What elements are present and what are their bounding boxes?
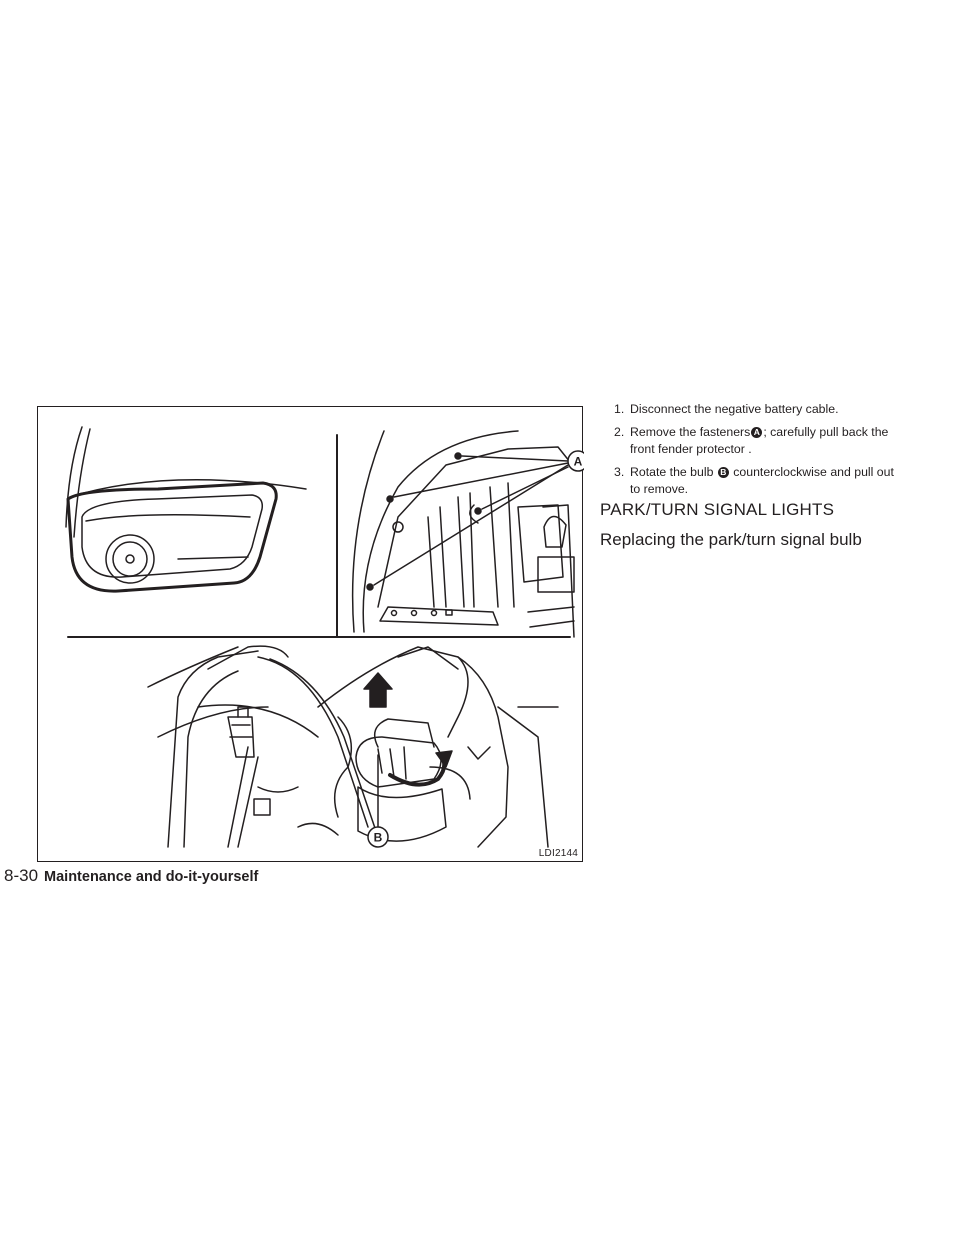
step-number: 2. <box>614 425 625 439</box>
step-text-continued: ; carefully pull back the front fender protector . <box>630 425 889 456</box>
fog-lamp-illustration <box>66 427 306 591</box>
fender-protector-illustration <box>353 431 584 637</box>
subsection-heading: Replacing the park/turn signal bulb <box>600 530 862 549</box>
step-text: Remove the fasteners <box>630 425 751 439</box>
chapter-title: Maintenance and do-it-yourself <box>44 869 259 885</box>
bulb-removal-illustration <box>148 646 558 847</box>
instruction-list <box>600 401 900 504</box>
list-item <box>600 401 900 418</box>
callout-b-label: B <box>373 830 383 845</box>
figure-code: LDI2144 <box>538 848 578 859</box>
bulb-replacement-drawing <box>38 407 584 863</box>
callout-a-marker: A <box>751 427 762 438</box>
step-number: 1. <box>614 402 625 416</box>
list-item <box>600 424 900 458</box>
callout-b-marker: B <box>718 467 729 478</box>
step-text-continued: counterclockwise and pull out to remove. <box>630 465 894 496</box>
list-item <box>600 464 900 498</box>
page-footer <box>4 866 258 886</box>
step-text: Disconnect the negative battery cable. <box>630 402 839 416</box>
section-heading: PARK/TURN SIGNAL LIGHTS <box>600 500 835 519</box>
step-text: Rotate the bulb <box>630 465 714 479</box>
page-number: 8-30 <box>4 866 39 885</box>
callout-a-label: A <box>573 454 583 469</box>
step-number: 3. <box>614 465 625 479</box>
illustration-figure <box>37 406 583 862</box>
